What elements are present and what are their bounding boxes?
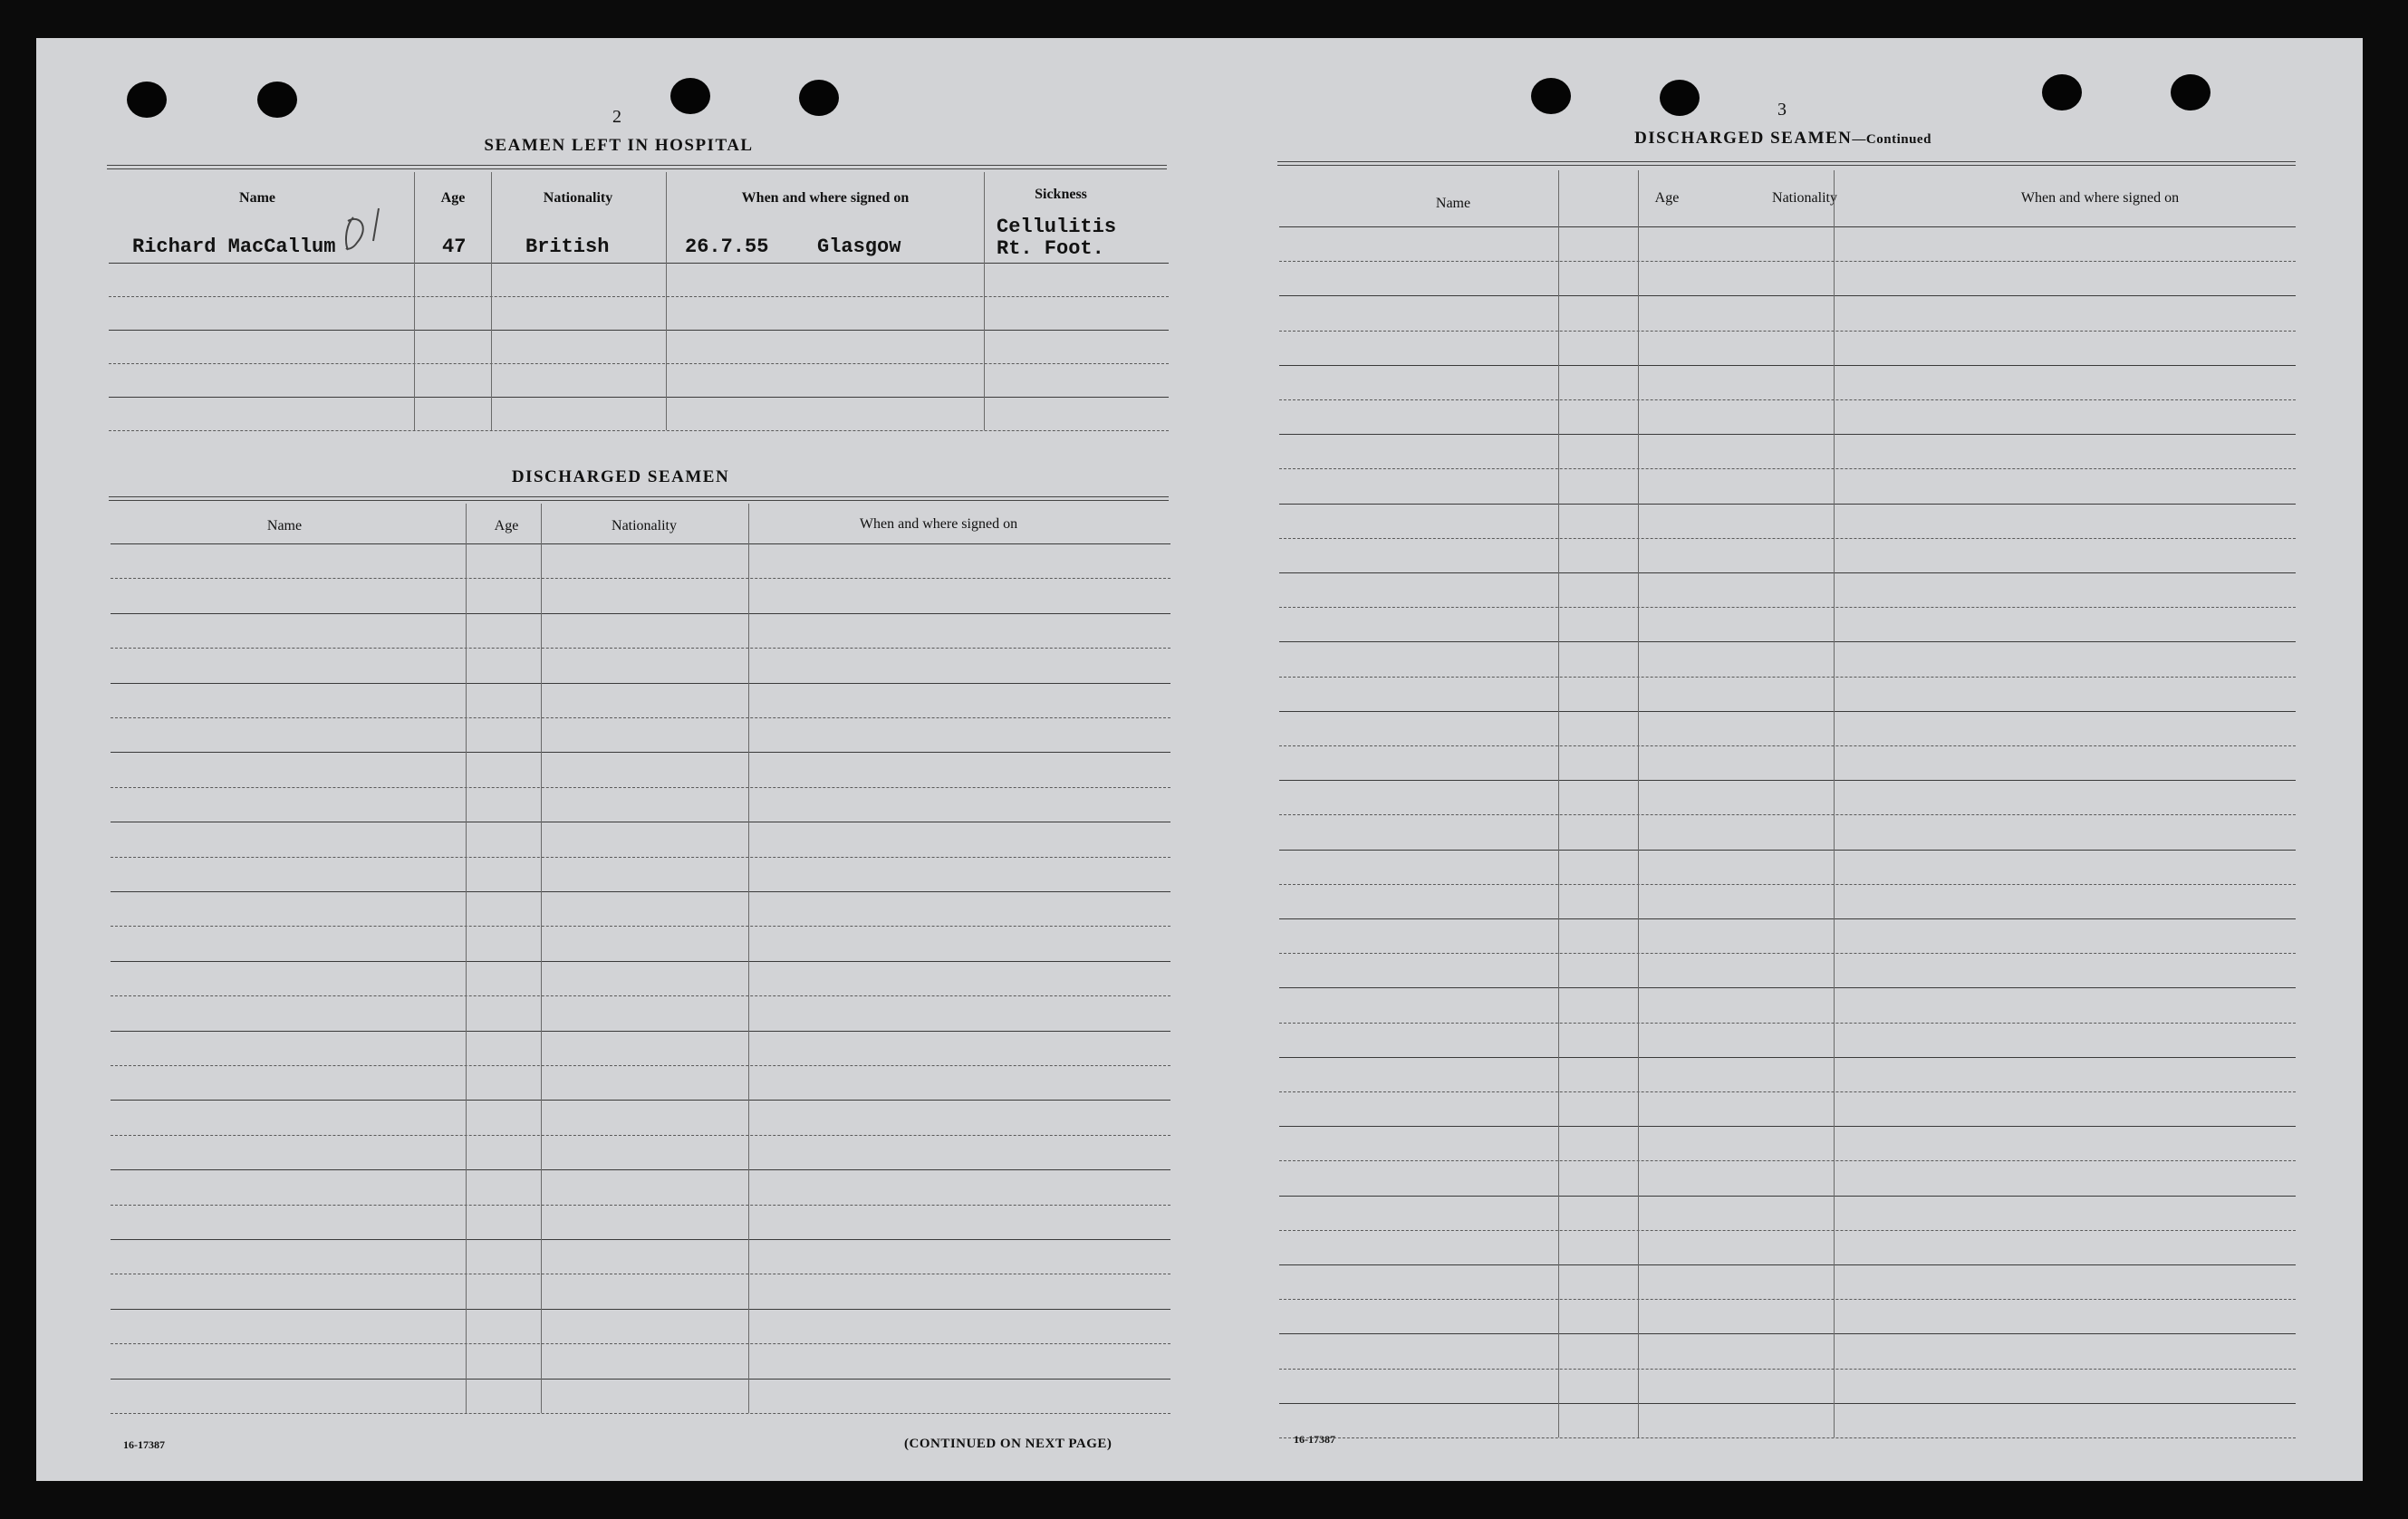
page-number: 3 xyxy=(1777,100,1787,120)
ruled-line xyxy=(1279,987,2296,988)
column-header-sickness: Sickness xyxy=(1035,187,1087,202)
ruled-line xyxy=(111,613,1170,614)
sickness-line-2: Rt. Foot. xyxy=(997,237,1104,260)
column-header-age: Age xyxy=(494,518,519,534)
table-top-rule xyxy=(1277,161,2296,166)
column-separator xyxy=(1638,170,1639,1437)
column-header-signed-on: When and where signed on xyxy=(859,516,1018,532)
punch-hole xyxy=(1531,78,1571,114)
column-header-signed-on: When and where signed on xyxy=(2020,190,2180,206)
ruled-line xyxy=(111,1169,1170,1170)
ruled-line xyxy=(111,648,1170,649)
ruled-line xyxy=(111,752,1170,753)
column-separator xyxy=(414,172,415,430)
ruled-line xyxy=(1279,1333,2296,1334)
ruled-line xyxy=(109,363,1169,364)
ruled-line xyxy=(1279,1196,2296,1197)
right-page xyxy=(1205,38,2363,1481)
page-number: 2 xyxy=(612,107,621,127)
ruled-line xyxy=(109,330,1169,331)
ruled-line xyxy=(1279,504,2296,505)
ruled-line xyxy=(111,1239,1170,1240)
ruled-line xyxy=(111,1135,1170,1136)
ruled-line xyxy=(111,1065,1170,1066)
punch-hole xyxy=(127,82,167,118)
ruled-line xyxy=(109,397,1169,398)
column-separator xyxy=(1558,170,1559,1437)
ruled-line xyxy=(1279,226,2296,227)
ruled-line xyxy=(111,543,1170,544)
ruled-line xyxy=(111,995,1170,996)
ruled-line xyxy=(1279,468,2296,469)
table-top-rule xyxy=(107,165,1167,169)
ruled-line xyxy=(111,717,1170,718)
column-header-age: Age xyxy=(1654,190,1680,206)
punch-hole xyxy=(257,82,297,118)
punch-hole xyxy=(1660,80,1700,116)
form-code: 16-17387 xyxy=(1294,1433,1335,1446)
ruled-line xyxy=(109,296,1169,297)
column-header-name: Name xyxy=(266,518,303,534)
ruled-line xyxy=(1279,745,2296,746)
ruled-line xyxy=(111,1413,1170,1414)
ruled-line xyxy=(111,857,1170,858)
ruled-line xyxy=(1279,295,2296,296)
ruled-line xyxy=(1279,572,2296,573)
punch-hole xyxy=(670,78,710,114)
ruled-line xyxy=(1279,1299,2296,1300)
ruled-line xyxy=(1279,1230,2296,1231)
ruled-line xyxy=(1279,1023,2296,1024)
column-separator xyxy=(748,504,749,1413)
sickness-line-1: Cellulitis xyxy=(997,216,1117,238)
ruled-line xyxy=(1279,1126,2296,1127)
continued-note: (CONTINUED ON NEXT PAGE) xyxy=(904,1437,1112,1451)
signed-on-date: 26.7.55 xyxy=(685,236,769,258)
ruled-line xyxy=(1279,780,2296,781)
ruled-line xyxy=(111,1205,1170,1206)
column-separator xyxy=(984,172,985,430)
seaman-name: Richard MacCallum xyxy=(132,236,336,258)
seaman-age: 47 xyxy=(442,236,467,258)
ruled-line xyxy=(1279,1264,2296,1265)
column-separator xyxy=(491,172,492,430)
ruled-line xyxy=(111,1100,1170,1101)
ruled-line xyxy=(1279,711,2296,712)
column-header-nationality: Nationality xyxy=(543,190,613,206)
ruled-line xyxy=(1279,918,2296,919)
column-header-nationality: Nationality xyxy=(1772,190,1837,206)
ruled-line xyxy=(1279,261,2296,262)
ruled-line xyxy=(111,891,1170,892)
ruled-line xyxy=(1279,399,2296,400)
ruled-line xyxy=(1279,331,2296,332)
title-suffix: —Continued xyxy=(1852,132,1931,147)
ruled-line xyxy=(1279,607,2296,608)
punch-hole xyxy=(799,80,839,116)
ruled-line xyxy=(1279,1403,2296,1404)
column-separator xyxy=(1834,170,1835,1437)
column-header-signed-on: When and where signed on xyxy=(741,190,910,206)
ruled-line xyxy=(1279,538,2296,539)
discharged-top-rule xyxy=(109,496,1169,501)
punch-hole xyxy=(2171,74,2211,111)
ruled-line xyxy=(1279,1091,2296,1092)
ruled-line xyxy=(1279,953,2296,954)
ruled-line xyxy=(111,1343,1170,1344)
ruled-line xyxy=(1279,814,2296,815)
ruled-line xyxy=(1279,884,2296,885)
left-page xyxy=(36,38,1205,1481)
ruled-line xyxy=(1279,434,2296,435)
ruled-line xyxy=(1279,1437,2296,1438)
ruled-line xyxy=(1279,641,2296,642)
ruled-line xyxy=(111,926,1170,927)
ruled-line xyxy=(109,263,1169,264)
column-header-name: Name xyxy=(1435,196,1471,211)
hospital-section-title: SEAMEN LEFT IN HOSPITAL xyxy=(484,136,754,155)
column-header-age: Age xyxy=(440,190,466,206)
column-separator xyxy=(466,504,467,1413)
ruled-line xyxy=(109,430,1169,431)
ruled-line xyxy=(111,787,1170,788)
column-separator xyxy=(541,504,542,1413)
form-code: 16-17387 xyxy=(123,1438,165,1451)
ruled-line xyxy=(1279,677,2296,678)
column-header-name: Name xyxy=(239,190,275,206)
ruled-line xyxy=(111,1309,1170,1310)
discharged-section-title: DISCHARGED SEAMEN xyxy=(511,467,730,486)
ruled-line xyxy=(111,683,1170,684)
ruled-line xyxy=(111,961,1170,962)
ruled-line xyxy=(111,1031,1170,1032)
ruled-line xyxy=(1279,1160,2296,1161)
ruled-line xyxy=(111,1379,1170,1380)
column-separator xyxy=(666,172,667,430)
ruled-line xyxy=(1279,1057,2296,1058)
ruled-line xyxy=(1279,850,2296,851)
punch-hole xyxy=(2042,74,2082,111)
signed-on-place: Glasgow xyxy=(817,236,901,258)
column-header-nationality: Nationality xyxy=(612,518,677,534)
ruled-line xyxy=(111,578,1170,579)
title-text: DISCHARGED SEAMEN xyxy=(1634,129,1853,148)
seaman-nationality: British xyxy=(525,236,610,258)
ruled-line xyxy=(1279,365,2296,366)
ruled-line xyxy=(1279,1369,2296,1370)
discharged-continued-title xyxy=(1634,129,1931,149)
